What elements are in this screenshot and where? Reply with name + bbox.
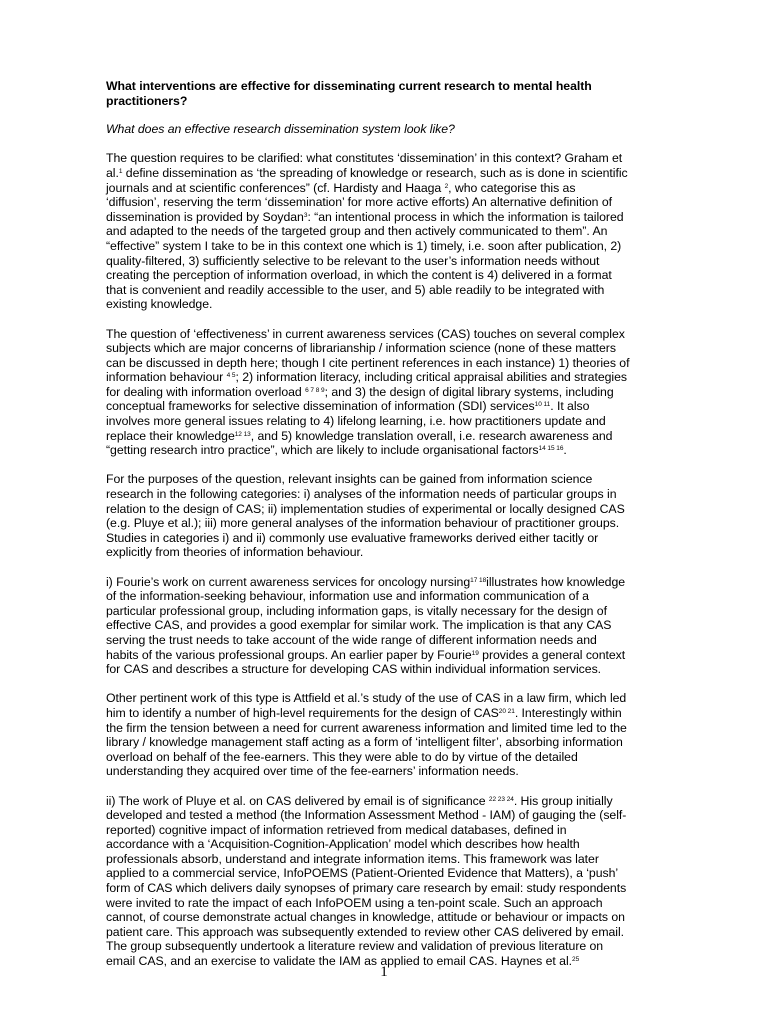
- text-line: research in the following categories: i) analyses of the information needs of particular groups in: [106, 487, 617, 502]
- text-line: for dealing with information overload $^{6 7 8 9}$; and 3) the design of digital library systems, including: [106, 384, 614, 399]
- document-body: [106, 151, 668, 968]
- text-line: overload on behalf of the fee-earners. This they were able to do by virtue of the detailed: [106, 749, 578, 764]
- text-line: For the purposes of the question, relevant insights can be gained from information science: [106, 472, 593, 487]
- text-line: the firm the tension between a need for current awareness information and limited time led to the: [106, 720, 627, 735]
- paragraph: [106, 327, 668, 458]
- text-line: and adapted to the needs of the targeted group and then actively communicated to them”. An: [106, 224, 608, 239]
- text-line: patient care. This approach was subsequently extended to review other CAS delivered by email.: [106, 924, 625, 939]
- paragraph: [106, 691, 668, 779]
- text-line: for CAS and describes a structure for developing CAS within individual information services.: [106, 662, 602, 677]
- text-line: were invited to rate the impact of each InfoPOEM using a ten-point scale. Such an approach: [106, 895, 603, 910]
- text-line: accordance with a ‘Acquisition-Cognition-Application’ model which describes how health: [106, 837, 580, 852]
- text-line: cannot, of course demonstrate actual changes in knowledge, attitude or behaviour or impacts on: [106, 910, 625, 925]
- text-line: library / knowledge management staff acting as a form of ‘intelligent filter’, absorbing information: [106, 735, 623, 750]
- text-line: ‘diffusion’, reserving the term ‘dissemination’ for more active efforts) An alternative definition of: [106, 195, 612, 210]
- text-line: him to identify a number of high-level requirements for the design of $CAS^{20 21}$. Interestingly within: [106, 705, 622, 720]
- text-line: relation to the design of CAS; ii) implementation studies of experimental or locally designed CAS: [106, 501, 625, 516]
- paragraph: [106, 794, 668, 969]
- text-line: The question of ‘effectiveness’ in current awareness services (CAS) touches on several complex: [106, 326, 625, 341]
- text-line: Studies in categories i) and ii) commonly use evaluative frameworks derived either tacitly or: [106, 530, 599, 545]
- text-line: form of CAS which delivers daily synopses of primary care research by email: study respondents: [106, 881, 627, 896]
- text-line: dissemination is provided by Soydan$^3$: “an intentional process in which the information is tailored: [106, 209, 624, 224]
- text-line: professionals absorb, understand and integrate information items. This framework was later: [106, 851, 599, 866]
- text-line: information behaviour $^{4 5}$; 2) information literacy, including critical appraisal abilities and strategies: [106, 370, 627, 385]
- text-line: al.$^1$ define dissemination as ‘the spreading of knowledge or research, such as is done in scientific: [106, 165, 628, 180]
- document-title: [106, 79, 668, 108]
- text-line: quality-filtered, 3) sufficiently selective to be relevant to the user’s information needs without: [106, 253, 600, 268]
- text-line: The group subsequently undertook a literature review and validation of previous literature on: [106, 939, 604, 954]
- paragraph: [106, 472, 668, 560]
- paragraph: [106, 575, 668, 677]
- title-line: practitioners?: [106, 93, 188, 108]
- document-subtitle: What does an effective research dissemination system look like?: [106, 122, 455, 137]
- title-line: What interventions are effective for disseminating current research to mental health: [106, 79, 592, 93]
- text-line: Other pertinent work of this type is Attfield et al.’s study of the use of CAS in a law firm, which led: [106, 691, 627, 706]
- text-line: developed and tested a method (the Information Assessment Method - IAM) of gauging the (self-: [106, 808, 627, 823]
- text-line: of the information-seeking behaviour, information use and information communication of a: [106, 589, 589, 604]
- text-line: applied to a commercial service, InfoPOEMS (Patient-Oriented Evidence that Matters), a ‘push’: [106, 866, 619, 881]
- text-line: conceptual frameworks for selective dissemination of information (SDI) services$^{10 11}$. It also: [106, 399, 590, 414]
- text-line: can be discussed in depth here; though I cite pertinent references in each instance) 1) theories of: [106, 355, 630, 370]
- text-line: “effective” system I take to be in this context one which is 1) timely, i.e. soon after publication, 2): [106, 238, 622, 253]
- text-line: ii) The work of Pluye et al. on CAS delivered by email is of significance $^{22 23 24}$. His group initially: [106, 793, 613, 808]
- text-line: The question requires to be clarified: what constitutes ‘dissemination’ in this context? Graham et: [106, 151, 623, 166]
- text-line: (e.g. Pluye et al.); iii) more general analyses of the information behaviour of practitioner groups.: [106, 516, 620, 531]
- text-line: involves more general issues relating to 4) lifelong learning, i.e. how practitioners update and: [106, 414, 606, 429]
- text-line: creating the perception of information overload, in which the content is 4) delivered in a format: [106, 268, 612, 283]
- text-line: explicitly from theories of information behaviour.: [106, 545, 364, 560]
- page-number: 1: [380, 964, 388, 980]
- text-line: email CAS, and an exercise to validate the IAM as applied to email CAS. Haynes et al.$^{25}$: [106, 954, 580, 969]
- text-line: effective CAS, and provides a good exemplar for similar work. The implication is that any CAS: [106, 618, 612, 633]
- text-line: “getting research intro practice”, which are likely to include organisational factors$^{14 15 16}$.: [106, 443, 567, 458]
- text-line: journals and at scientific conferences” (cf. Hardisty and Haaga $^2$, who categorise this as: [106, 180, 576, 195]
- paragraph: [106, 151, 668, 312]
- text-line: that is convenient and readily accessible to the user, and 5) able readily to be integrated with: [106, 282, 605, 297]
- text-line: habits of the various professional groups. An earlier paper by Fourie$^{19}$ provides a general context: [106, 647, 626, 662]
- text-line: serving the trust needs to take account of the wide range of different information needs and: [106, 632, 597, 647]
- text-line: existing knowledge.: [106, 297, 213, 312]
- text-line: i) Fourie’s work on current awareness services for oncology nursing$^{17 18}$illustrates how knowledge: [106, 574, 626, 589]
- text-line: reported) cognitive impact of information retrieved from medical databases, defined in: [106, 822, 567, 837]
- text-line: subjects which are major concerns of librarianship / information science (none of these matters: [106, 341, 616, 356]
- text-line: replace their knowledge$^{12 13}$, and 5) knowledge translation overall, i.e. research awareness and: [106, 428, 613, 443]
- text-line: particular professional group, including information gaps, is vitally necessary for the design of: [106, 603, 607, 618]
- text-line: understanding they acquired over time of the fee-earners’ information needs.: [106, 764, 519, 779]
